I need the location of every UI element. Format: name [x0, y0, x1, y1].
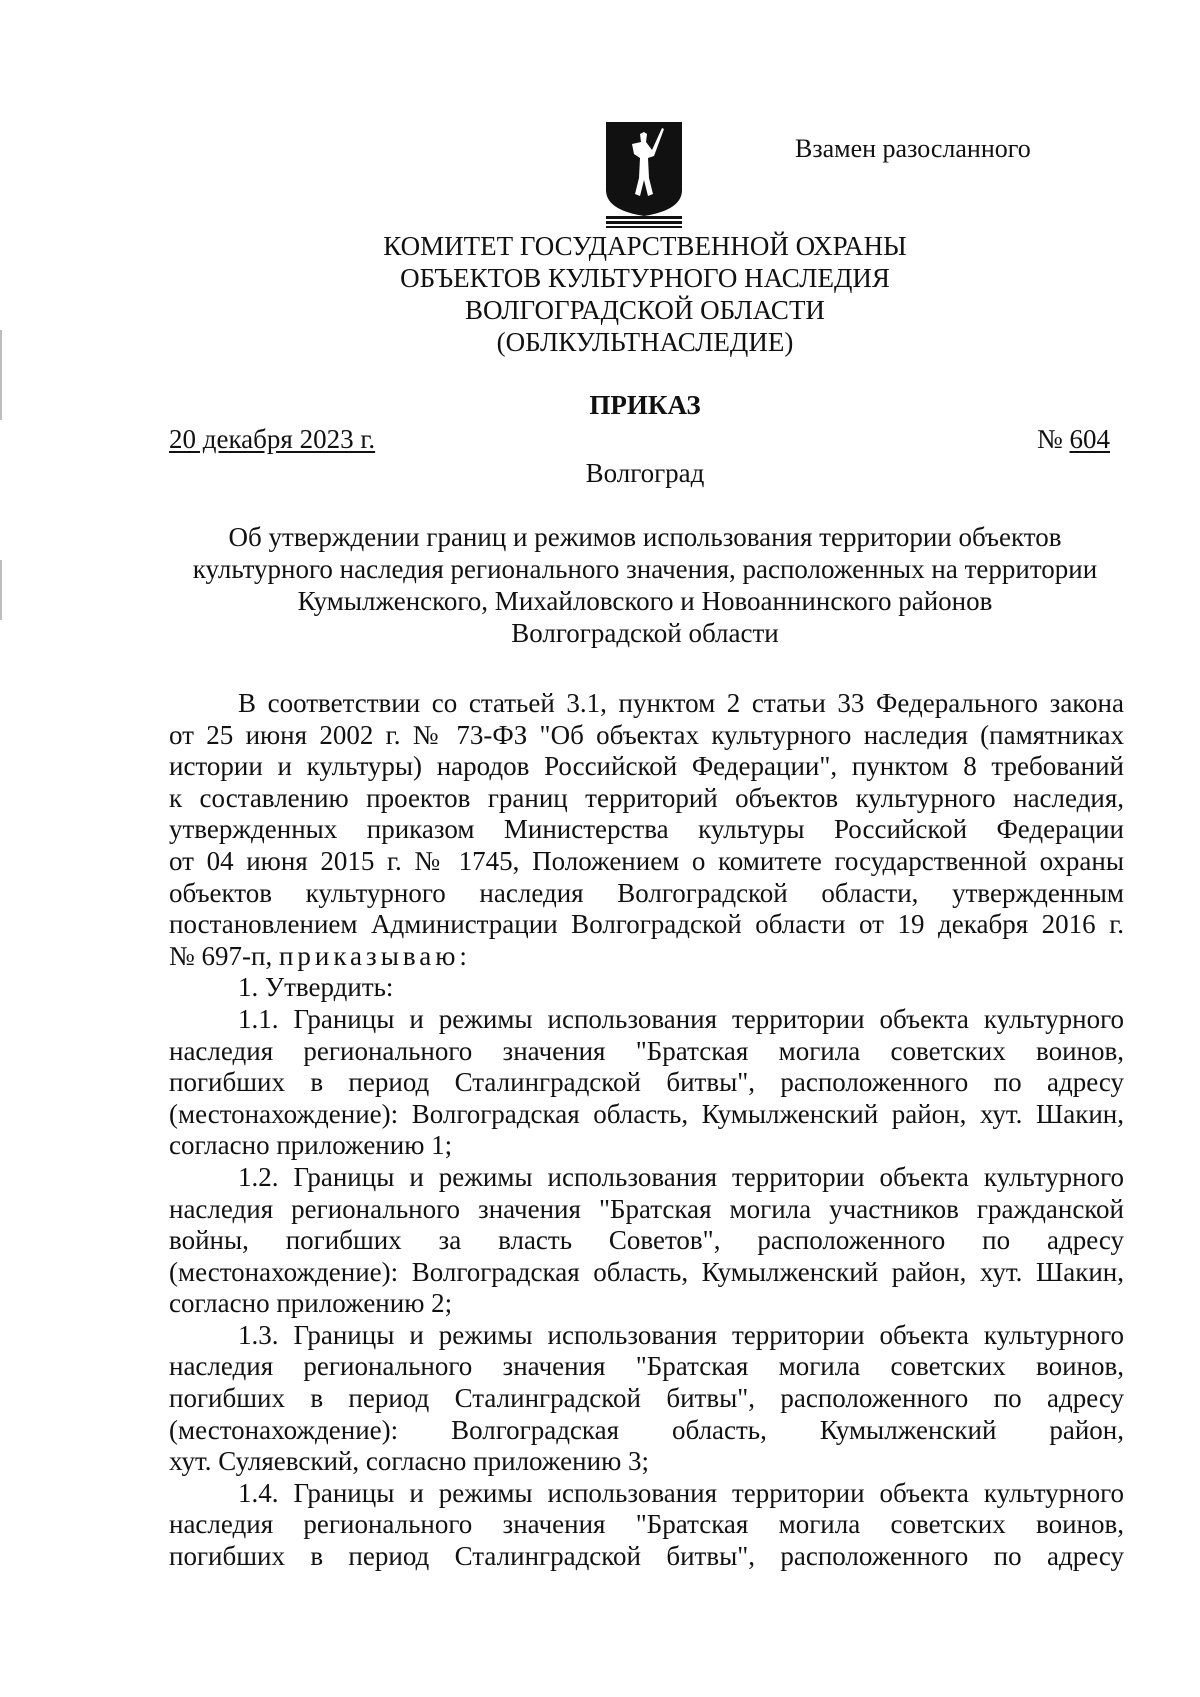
title-line: Волгоградской области	[511, 618, 779, 648]
title-line: культурного наследия регионального значения, расположенных на территории	[192, 554, 1098, 584]
item-1: 1. Утвердить:	[238, 972, 394, 1003]
item-1-2	[169, 1162, 1124, 1320]
item-line: 1.2. Границы и режимы использования территории объекта культурного	[238, 1161, 1124, 1192]
preamble-line: утвержденных приказом Министерства культуры Российской Федерации	[169, 814, 1124, 845]
item-line: (местонахождение): Волгоградская область, Кумылженский район,	[169, 1414, 1124, 1445]
coat-of-arms-emblem	[604, 120, 684, 228]
preamble-line: от 25 июня 2002 г. № 73-ФЗ "Об объектах культурного наследия (памятниках	[169, 719, 1124, 750]
number-value: 604	[1069, 424, 1110, 454]
preamble-line: истории и культуры) народов Российской Федерации", пунктом 8 требований	[169, 751, 1124, 782]
item-line: наследия регионального значения "Братская могила советских воинов,	[169, 1351, 1124, 1382]
document-body	[169, 688, 1124, 1573]
number-prefix: №	[1036, 424, 1063, 454]
preamble-closing-line	[169, 941, 1124, 973]
document-number	[1037, 423, 1110, 455]
order-word: приказываю:	[278, 940, 471, 971]
authority-line: КОМИТЕТ ГОСУДАРСТВЕННОЙ ОХРАНЫ	[383, 231, 907, 261]
item-line: 1.1. Границы и режимы использования территории объекта культурного	[238, 1003, 1124, 1034]
preamble-line: В соответствии со статьей 3.1, пунктом 2 статьи 33 Федерального закона	[238, 688, 1124, 718]
item-line: 1.4. Границы и режимы использования территории объекта культурного	[238, 1477, 1124, 1508]
item-line: согласно приложению 1;	[169, 1130, 453, 1161]
item-line: хут. Суляевский, согласно приложению 3;	[169, 1446, 649, 1477]
item-line: погибших в период Сталинградской битвы", расположенного по адресу	[169, 1383, 1124, 1414]
authority-line: ВОЛГОГРАДСКОЙ ОБЛАСТИ	[465, 295, 825, 325]
document-date: 20 декабря 2023 г.	[169, 424, 376, 454]
item-line: согласно приложению 2;	[169, 1288, 453, 1319]
item-line: наследия регионального значения "Братская могила советских воинов,	[169, 1035, 1124, 1066]
authority-line: (ОБЛКУЛЬТНАСЛЕДИЕ)	[496, 327, 794, 357]
item-line: наследия регионального значения "Братская могила участников гражданской	[169, 1193, 1124, 1224]
document-type: ПРИКАЗ	[589, 390, 701, 420]
authority-name	[0, 230, 1200, 358]
item-1-1	[169, 1004, 1124, 1162]
item-line: погибших в период Сталинградской битвы", расположенного по адресу	[169, 1067, 1124, 1098]
preamble-end: № 697-п,	[169, 940, 273, 971]
title-line: Об утверждении границ и режимов использования территории объектов	[228, 522, 1062, 552]
document-title	[160, 521, 1130, 649]
preamble-line: от 04 июня 2015 г. № 1745, Положением о комитете государственной охраны	[169, 845, 1124, 876]
preamble-line: к составлению проектов границ территорий объектов культурного наследия,	[169, 782, 1124, 813]
preamble-line: постановлением Администрации Волгоградской области от 19 декабря 2016 г.	[169, 909, 1124, 940]
preamble-paragraph	[169, 688, 1124, 972]
authority-line: ОБЪЕКТОВ КУЛЬТУРНОГО НАСЛЕДИЯ	[400, 263, 890, 293]
item-line: наследия регионального значения "Братская могила советских воинов,	[169, 1509, 1124, 1540]
preamble-line: объектов культурного наследия Волгоградской области, утвержденным	[169, 877, 1124, 908]
scan-edge-mark	[0, 560, 2, 620]
item-line: погибших в период Сталинградской битвы", расположенного по адресу	[169, 1541, 1124, 1572]
item-line: войны, погибших за власть Советов", расположенного по адресу	[169, 1225, 1124, 1256]
item-line: (местонахождение): Волгоградская область, Кумылженский район, хут. Шакин,	[169, 1098, 1124, 1129]
item-1-4	[169, 1478, 1124, 1573]
item-line: 1.3. Границы и режимы использования территории объекта культурного	[238, 1319, 1124, 1350]
item-1-3	[169, 1320, 1124, 1478]
document-city: Волгоград	[585, 458, 705, 488]
replacement-stamp: Взамен разосланного	[795, 134, 1031, 163]
item-line: (местонахождение): Волгоградская область, Кумылженский район, хут. Шакин,	[169, 1256, 1124, 1287]
title-line: Кумылженского, Михайловского и Новоаннинского районов	[297, 586, 993, 616]
